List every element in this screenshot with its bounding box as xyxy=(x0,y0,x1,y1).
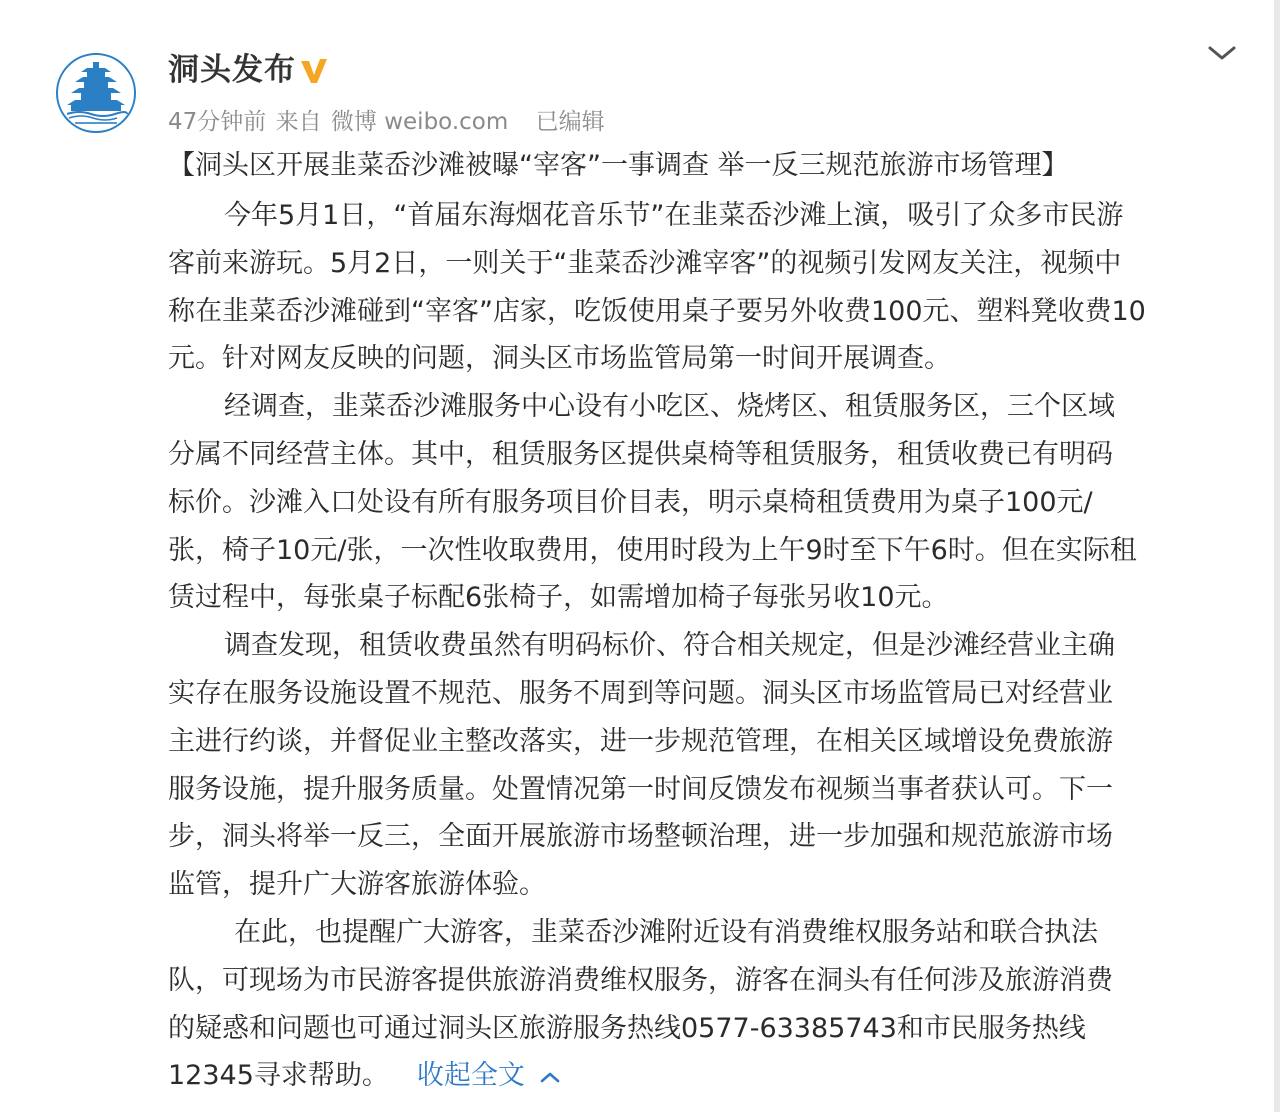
post-line: 的疑惑和问题也可通过洞头区旅游服务热线0577-63385743和市民服务热线 xyxy=(168,1012,1086,1044)
chevron-down-icon[interactable] xyxy=(1206,40,1238,66)
author-avatar[interactable] xyxy=(55,52,137,134)
post-line: 张，椅子10元/张，一次性收取费用，使用时段为上午9时至下午6时。但在实际租 xyxy=(168,534,1137,566)
verified-v-icon xyxy=(298,55,330,87)
author-name[interactable]: 洞头发布 xyxy=(168,52,296,88)
pagoda-logo-icon xyxy=(55,52,137,134)
post-source[interactable]: 微博 weibo.com xyxy=(330,109,509,135)
post-line: 今年5月1日，“首届东海烟花音乐节”在韭菜岙沙滩上演，吸引了众多市民游 xyxy=(224,200,1124,231)
post-line: 服务设施，提升服务质量。处置情况第一时间反馈发布视频当事者获认可。下一 xyxy=(168,773,1113,805)
post-line: 经调查，韭菜岙沙滩服务中心设有小吃区、烧烤区、租赁服务区，三个区域 xyxy=(224,391,1115,423)
scroll-edge xyxy=(1274,0,1280,1112)
post-line: 在此，也提醒广大游客，韭菜岙沙滩附近设有消费维权服务站和联合执法 xyxy=(234,916,1098,948)
post-line: 称在韭菜岙沙滩碰到“宰客”店家，吃饭使用桌子要另外收费100元、塑料凳收费10 xyxy=(168,295,1146,327)
post-meta xyxy=(168,106,607,138)
post-line: 标价。沙滩入口处设有所有服务项目价目表，明示桌椅租赁费用为桌子100元/ xyxy=(168,486,1093,518)
post-from-label: 来自 xyxy=(275,109,322,135)
post-line: 监管，提升广大游客旅游体验。 xyxy=(168,869,546,901)
post-line: 12345寻求帮助。 xyxy=(168,1060,389,1092)
post-line: 调查发现，租赁收费虽然有明码标价、符合相关规定，但是沙滩经营业主确 xyxy=(224,630,1115,662)
collapse-full-text-link[interactable]: 收起全文 xyxy=(416,1060,525,1092)
post-line: 实存在服务设施设置不规范、服务不周到等问题。洞头区市场监管局已对经营业 xyxy=(168,677,1113,709)
post-body xyxy=(168,192,1238,1100)
post-time[interactable]: 47分钟前 xyxy=(168,109,267,135)
post-line: 步，洞头将举一反三，全面开展旅游市场整顿治理，进一步加强和规范旅游市场 xyxy=(168,821,1113,853)
post-line: 队，可现场为市民游客提供旅游消费维权服务，游客在洞头有任何涉及旅游消费 xyxy=(168,964,1113,996)
post-line: 分属不同经营主体。其中，租赁服务区提供桌椅等租赁服务，租赁收费已有明码 xyxy=(168,438,1113,470)
post-line: 赁过程中，每张桌子标配6张椅子，如需增加椅子每张另收10元。 xyxy=(168,582,949,614)
chevron-up-icon[interactable] xyxy=(539,1070,561,1084)
post-last-line xyxy=(168,1052,1238,1100)
post-line: 元。针对网友反映的问题，洞头区市场监管局第一时间开展调查。 xyxy=(168,343,951,375)
post-title: 【洞头区开展韭菜岙沙滩被曝“宰客”一事调查 举一反三规范旅游市场管理】 xyxy=(168,150,1069,181)
post-line: 客前来游玩。5月2日，一则关于“韭菜岙沙滩宰客”的视频引发网友关注，视频中 xyxy=(168,247,1122,279)
edited-label[interactable]: 已编辑 xyxy=(535,109,605,135)
post-line: 主进行约谈，并督促业主整改落实，进一步规范管理，在相关区域增设免费旅游 xyxy=(168,725,1113,757)
